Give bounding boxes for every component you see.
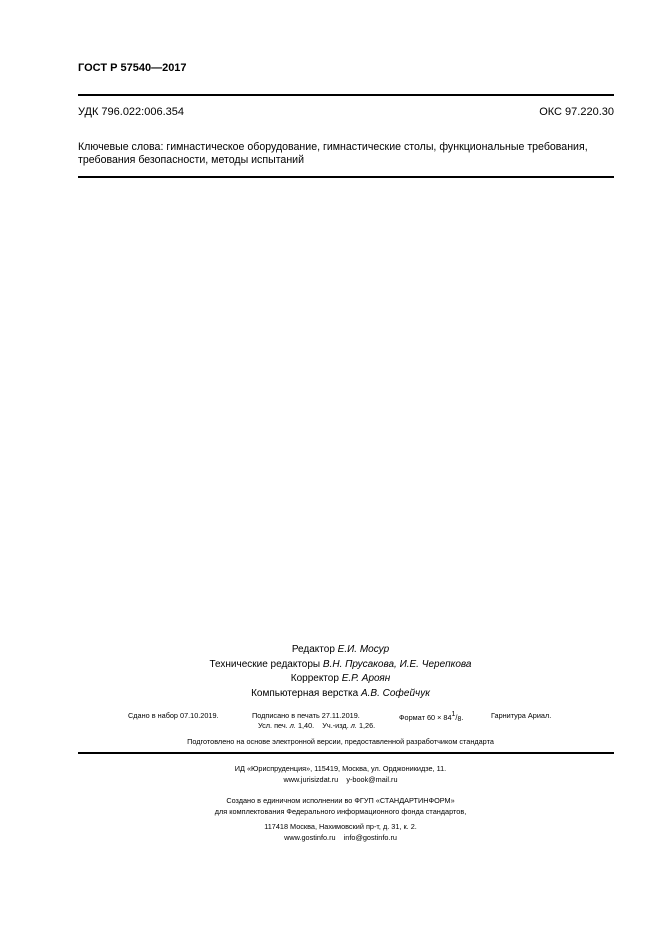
top-divider [78, 94, 614, 96]
format-suffix: . [461, 713, 464, 722]
corrector-name: Е.Р. Ароян [341, 673, 391, 684]
sheets-value: 1,40. [297, 721, 315, 730]
keywords-divider [78, 176, 614, 178]
pub-sheets-value: 1,26. [358, 721, 376, 730]
sheets-info [258, 721, 375, 730]
publisher-email-link[interactable]: y-book@mail.ru [346, 775, 398, 784]
tech-editors-names: В.Н. Прусакова, И.Е. Черепкова [322, 658, 472, 670]
paper-format: Формат $60 \times 84^1/_8$. [399, 711, 464, 723]
format-denominator: 8 [457, 716, 462, 723]
publisher-line: ИД «Юриспруденция», 115419, Москва, ул. Орджоникидзе, 11. [234, 764, 447, 773]
tech-editors-label: Технические редакторы [209, 658, 321, 670]
submitted-date: Сдано в набор 07.10.2019. [128, 711, 219, 720]
layout-line [10, 687, 661, 702]
creator-email-link[interactable]: info@gostinfo.ru [343, 833, 397, 842]
udk-code: УДК 796.022:006.354 [78, 106, 184, 118]
oks-code: ОКС 97.220.30 [539, 106, 614, 118]
signed-date: Подписано в печать 27.11.2019. [252, 711, 360, 720]
pub-sheets-unit: л. [350, 721, 357, 730]
publisher-site-link[interactable]: www.jurisizdat.ru [283, 775, 339, 784]
corrector-label: Корректор [290, 673, 339, 684]
creator-site-link[interactable]: www.gostinfo.ru [284, 833, 336, 842]
format-prefix: Формат 60 × 84 [399, 713, 452, 722]
format-numerator: 1 [451, 711, 456, 718]
sheets-unit: л. [289, 721, 296, 730]
publisher-contacts [10, 774, 661, 785]
tech-editors-line [10, 658, 661, 673]
prepared-note: Подготовлено на основе электронной версии, предоставленной разработчиком стандарта [187, 737, 494, 746]
creator-line-2: для комплектования Федерального информационного фонда стандартов, [214, 807, 467, 816]
creator-address: 117418 Москва, Нахимовский пр-т, д. 31, к. 2. [264, 822, 417, 831]
corrector-line [10, 672, 661, 687]
creator-contacts [10, 832, 661, 843]
editor-name: Е.И. Мосур [337, 644, 390, 655]
sheets-label: Усл. печ. [258, 721, 288, 730]
credits [10, 643, 661, 701]
standard-code: ГОСТ Р 57540—2017 [78, 62, 187, 74]
keywords-line-1: Ключевые слова: гимнастическое оборудование, гимнастические столы, функциональные требования, [78, 141, 588, 153]
layout-name: А.В. Софейчук [360, 687, 430, 699]
typeface: Гарнитура Ариал. [491, 711, 552, 720]
bottom-divider [78, 752, 614, 754]
pub-sheets-label: Уч.-изд. [322, 721, 349, 730]
editor-label: Редактор [291, 644, 335, 655]
layout-label: Компьютерная верстка [251, 687, 359, 699]
creator-line-1: Создано в единичном исполнении во ФГУП «СТАНДАРТИНФОРМ» [226, 796, 455, 805]
keywords [78, 141, 588, 167]
keywords-line-2: требования безопасности, методы испытаний [78, 154, 305, 166]
publisher [10, 763, 661, 785]
creator [10, 795, 661, 843]
editor-line [10, 643, 661, 658]
